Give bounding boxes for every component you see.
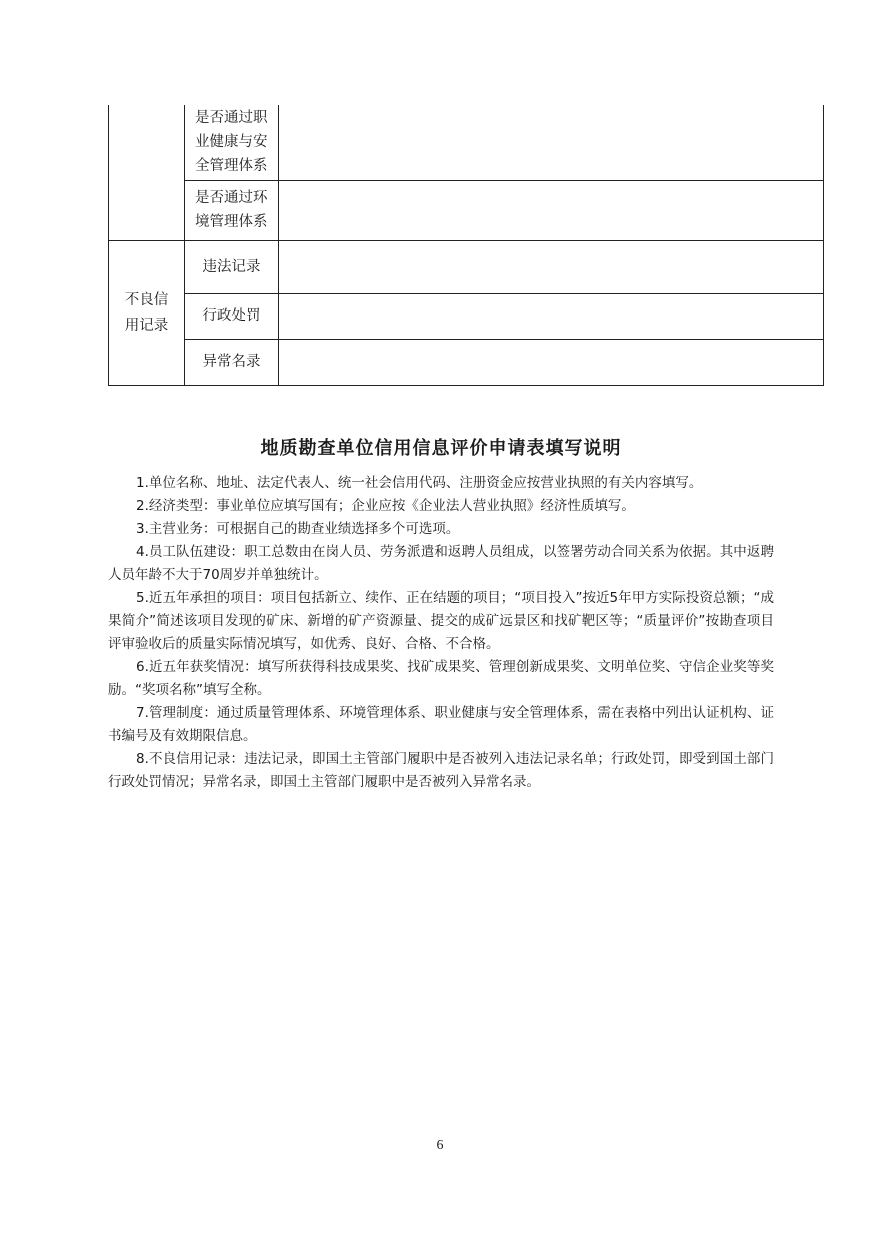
instruction-item: 2.经济类型：事业单位应填写国有；企业应按《企业法人营业执照》经济性质填写。	[136, 498, 635, 514]
row-value-environment[interactable]	[279, 180, 824, 240]
row-value-abnormal-list[interactable]	[279, 339, 824, 385]
instruction-item: 6.近五年获奖情况：填写所获得科技成果奖、找矿成果奖、管理创新成果奖、文明单位奖、守信企业奖等奖励。“奖项名称”填写全称。	[108, 659, 774, 698]
instruction-item: 8.不良信用记录：违法记录，即国土主管部门履职中是否被列入违法记录名单；行政处罚，即受到国土部门行政处罚情况；异常名录，即国土主管部门履职中是否被列入异常名录。	[108, 751, 774, 790]
row-label-violation: 违法记录	[185, 240, 279, 293]
instructions-section	[108, 436, 774, 794]
table-row	[109, 180, 824, 240]
blank-group-cell	[109, 105, 185, 240]
row-label-occupational-health: 是否通过职业健康与安全管理体系	[185, 105, 279, 180]
row-label-environment: 是否通过环境管理体系	[185, 180, 279, 240]
row-label-abnormal-list: 异常名录	[185, 339, 279, 385]
row-value-admin-penalty[interactable]	[279, 293, 824, 339]
credit-info-table	[108, 105, 824, 386]
group-label-bad-credit: 不良信用记录	[124, 291, 169, 334]
instruction-item: 5.近五年承担的项目：项目包括新立、续作、正在结题的项目；“项目投入”按近5年甲方实际投资总额；“成果简介”简述该项目发现的矿床、新增的矿产资源量、提交的成矿远景区和找矿靶区等；“质量评价”按勘查项目评审验收后的质量实际情况填写，如优秀、良好、合格、不合格。	[108, 590, 774, 652]
table-row	[109, 293, 824, 339]
instruction-item: 4.员工队伍建设：职工总数由在岗人员、劳务派遣和返聘人员组成，以签署劳动合同关系为依据。其中返聘人员年龄不大于70周岁并单独统计。	[108, 544, 774, 583]
table-row	[109, 240, 824, 293]
instructions-title: 地质勘查单位信用信息评价申请表填写说明	[260, 438, 622, 459]
row-value-occupational-health[interactable]	[279, 105, 824, 180]
table-row	[109, 339, 824, 385]
row-label-admin-penalty: 行政处罚	[185, 293, 279, 339]
table-row	[109, 105, 824, 180]
instruction-item: 1.单位名称、地址、法定代表人、统一社会信用代码、注册资金应按营业执照的有关内容填写。	[136, 475, 703, 491]
page-number: 6	[436, 1138, 444, 1153]
instruction-item: 7.管理制度：通过质量管理体系、环境管理体系、职业健康与安全管理体系，需在表格中列出认证机构、证书编号及有效期限信息。	[108, 705, 774, 744]
instruction-item: 3.主营业务：可根据自己的勘查业绩选择多个可选项。	[136, 521, 460, 537]
row-value-violation[interactable]	[279, 240, 824, 293]
group-cell-bad-credit	[109, 240, 185, 385]
